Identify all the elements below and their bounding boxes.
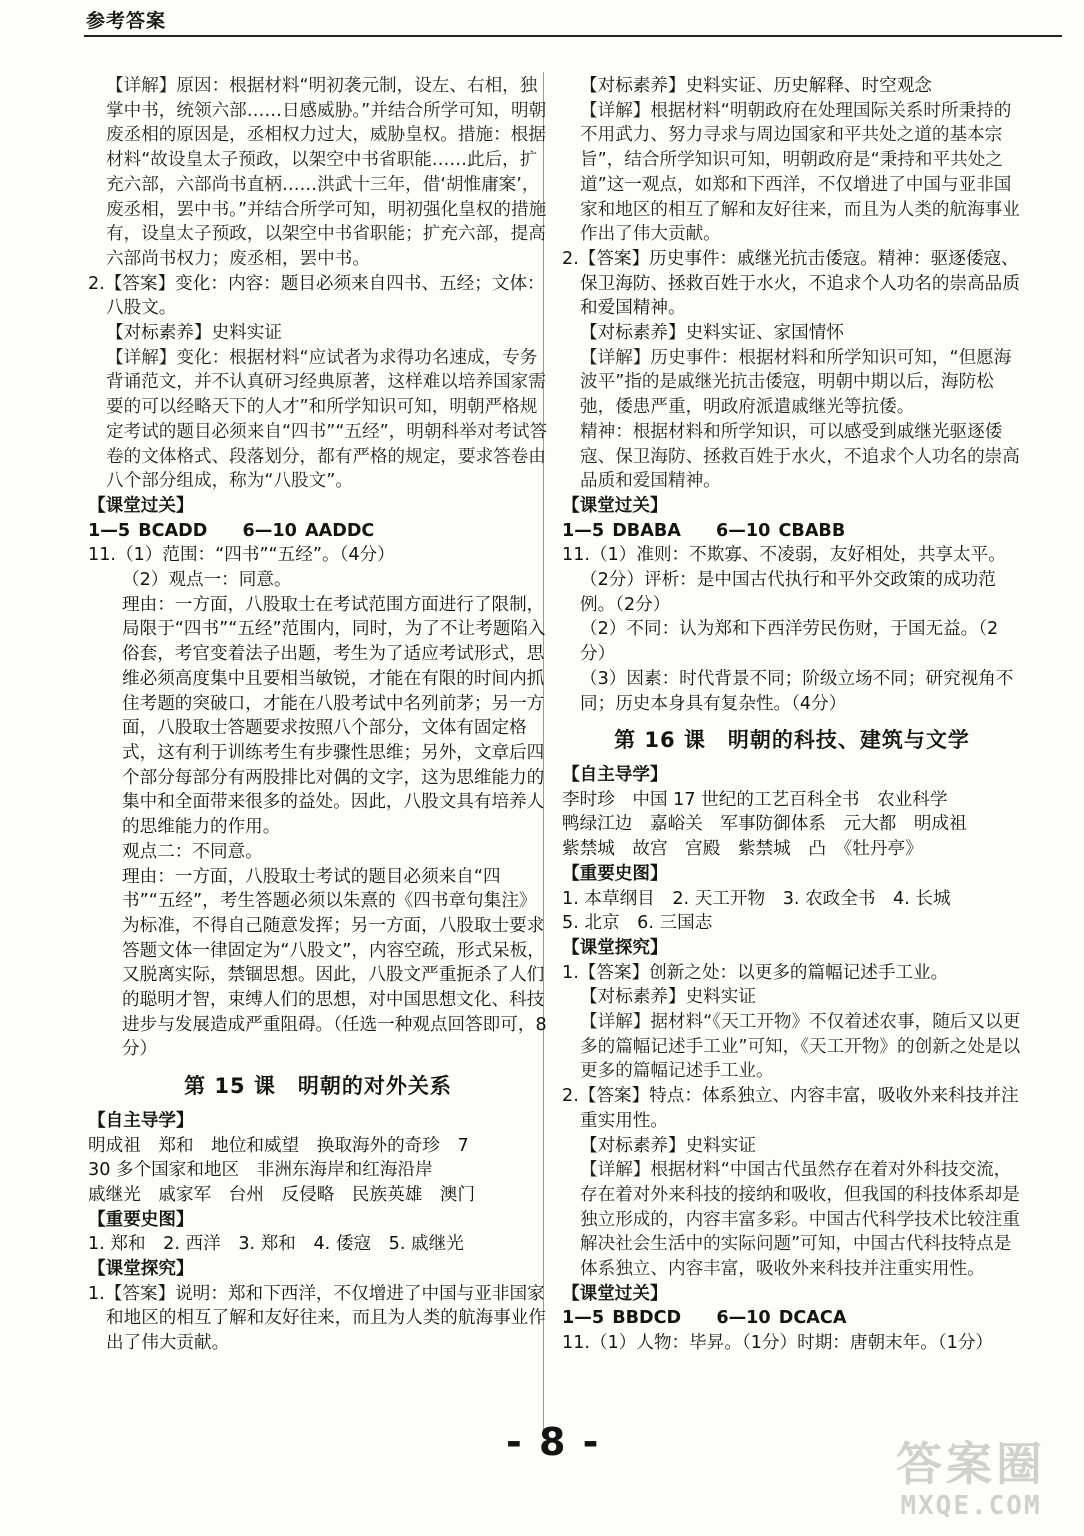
r-q1-suyang: 【对标素养】史料实证、历史解释、时空观念	[580, 76, 932, 96]
tanjiu-heading: 【课堂探究】	[88, 1259, 194, 1280]
q2-answer: 2.【答案】变化：内容：题目必须来自四书、五经；文体：八股文。	[88, 273, 545, 319]
r-ketang-answers: 1—5 DBABA 6—10 CBABB	[562, 520, 846, 541]
r-q11-part3: （3）因素：时代背景不同；阶级立场不同；研究视角不同；历史本身具有复杂性。（4分）	[580, 668, 1014, 714]
r-t1-suyang: 【对标素养】史料实证	[580, 987, 756, 1008]
q11-reason1: 理由：一方面，八股取士在考试范围方面进行了限制，局限于“四书”“五经”范围内，同时，为了不让考题陷入俗套，考官变着法子出题，考生为了适应考试形式，思维必须高度集中且要相当敏锐，才能在有限的时间内抓住考题的突破口，才能在八股考试中名列前茅；另一方面，八股取士答题要求按照八个部分，文体有固定格式，这有利于训练考生有步骤性思维；另外，文章后四个部分每部分有两股排比对偶的文字，这为思维能力的集中和全面带来很多的益处。因此，八股文具有培养人的思维能力的作用。	[122, 594, 546, 838]
r-q11-last: 11.（1）人物：毕昇。（1分）时期：唐朝末年。（1分）	[562, 1333, 994, 1354]
r-t2-detail: 【详解】根据材料“中国古代虽然存在着对外科技交流，存在着对外来科技的接纳和吸收，但我国的科技体系却是独立形成的，内容丰富多彩。中国古代科学技术比较注重解决社会生活中的实际问题”可知，中国古代科技特点是体系独立、内容丰富，吸收外来科技并注重实用性。	[580, 1160, 1020, 1280]
lesson-16-title: 第 16 课 明朝的科技、建筑与文学	[614, 728, 970, 753]
zhongyao-line: 1. 郑和 2. 西洋 3. 郑和 4. 倭寇 5. 戚继光	[88, 1234, 464, 1255]
r-zizhu-line: 紫禁城 故宫 宫殿 紫禁城 凸 《牡丹亭》	[562, 839, 923, 860]
r-t1-detail: 【详解】据材料“《天工开物》不仅着述农事，随后又以更多的篇幅记述手工业”可知，《天工开物》的创新之处是以更多的篇幅记述手工业。	[580, 1012, 1021, 1082]
left-column	[88, 74, 548, 1356]
watermark-text: 答案圈	[896, 1437, 1046, 1491]
r-q2-detail1: 【详解】历史事件：根据材料和所学知识可知，“但愿海波平”指的是戚继光抗击倭寇，明朝中期以后，海防松弛，倭患严重，明政府派遣戚继光等抗倭。	[580, 347, 1012, 418]
zhongyao-heading: 【重要史图】	[88, 1209, 194, 1230]
r-zhongyao-line: 1. 本草纲目 2. 天工开物 3. 农政全书 4. 长城	[562, 888, 951, 909]
zizhu-heading: 【自主导学】	[88, 1110, 194, 1131]
r-t1-answer: 1.【答案】创新之处：以更多的篇幅记述手工业。	[562, 962, 949, 983]
r-q1-detail: 【详解】根据材料“明朝政府在处理国际关系时所秉持的不用武力、努力寻求与周边国家和平共处之道的基本宗旨”，结合所学知识可知，明朝政府是“秉持和平共处之道”这一观点，如郑和下西洋，不仅增进了中国与亚非国家和地区的相互了解和友好往来，而且为人类的航海事业作出了伟大贡献。	[580, 100, 1020, 245]
q11-part2: （2）观点一：同意。	[122, 570, 292, 591]
r-zizhu-line: 李时珍 中国 17 世纪的工艺百科全书 农业科学	[562, 789, 948, 810]
r-ketang2-answers: 1—5 BBDCD 6—10 DCACA	[562, 1308, 847, 1329]
zizhu-line: 明成祖 郑和 地位和威望 换取海外的奇珍 7	[88, 1135, 469, 1156]
tanjiu-q1-answer: 1.【答案】说明：郑和下西洋，不仅增进了中国与亚非国家和地区的相互了解和友好往来，而且为人类的航海事业作出了伟大贡献。	[88, 1283, 546, 1354]
r-ketang2-heading: 【课堂过关】	[562, 1283, 668, 1304]
page-header: 参考答案	[86, 10, 167, 32]
q1-detail: 【详解】原因：根据材料“明初袭元制，设左、右相，独掌中书，统领六部……日感威胁。”并结合所学可知，明朝废丞相的原因是，丞相权力过大，威胁皇权。措施：根据材料“故设皇太子预政，以架空中书省职能……此后，扩充六部，六部尚书直柄……洪武十三年，借‘胡惟庸案’，废丞相，罢中书。”并结合所学可知，明初强化皇权的措施有，设皇太子预政，以架空中书省职能；扩充六部，提高六部尚书权力；废丞相，罢中书。	[106, 76, 547, 269]
lesson-15-title: 第 15 课 明朝的对外关系	[184, 1074, 452, 1099]
r-q2-detail2: 精神：根据材料和所学知识，可以感受到戚继光驱逐倭寇、保卫海防、拯救百姓于水火，不追求个人功名的崇高品质和爱国精神。	[580, 421, 1020, 492]
right-column	[562, 74, 1022, 1356]
r-q11-part2: （2）不同：认为郑和下西洋劳民伤财，于国无益。（2分）	[580, 619, 999, 665]
header-rule	[84, 35, 1062, 37]
q2-detail: 【详解】变化：根据材料“应试者为求得功名速成，专务背诵范文，并不认真研习经典原著，这样难以培养国家需要的可以经略天下的人才”和所学知识可知，明朝严格规定考试的题目必须来自“四书”“五经”，明朝科举对考试答卷的文体格式、段落划分，都有严格的规定，要求答卷由八个部分组成，称为“八股文”。	[106, 347, 548, 492]
ketang-answers: 1—5 BCADD 6—10 AADDC	[88, 520, 375, 541]
r-zizhu-heading: 【自主导学】	[562, 764, 668, 785]
ketang-heading: 【课堂过关】	[88, 495, 194, 516]
r-t2-suyang: 【对标素养】史料实证	[580, 1135, 756, 1156]
zizhu-line: 30 多个国家和地区 非洲东海岸和红海沿岸	[88, 1160, 433, 1181]
q11-view2: 观点二：不同意。	[122, 841, 263, 862]
r-q2-suyang: 【对标素养】史料实证、家国情怀	[580, 323, 844, 344]
r-zhongyao-line: 5. 北京 6. 三国志	[562, 913, 713, 934]
q2-suyang: 【对标素养】史料实证	[106, 323, 282, 344]
r-tanjiu-heading: 【课堂探究】	[562, 937, 668, 958]
q11-part1: 11.（1）范围：“四书”“五经”。（4分）	[88, 545, 395, 566]
q11-reason2: 理由：一方面，八股取士考试的题目必须来自“四书”“五经”，考生答题必须以朱熹的《四书章句集注》为标准，不得自己随意发挥；另一方面，八股取士要求答题文体一律固定为“八股文”，内容空疏，形式呆板，又脱离实际，禁锢思想。因此，八股文严重扼杀了人们的聪明才智，束缚人们的思想，对中国思想文化、科技进步与发展造成严重阻碍。（任选一种观点回答即可，8分）	[122, 866, 547, 1060]
zizhu-line: 戚继光 戚家军 台州 反侵略 民族英雄 澳门	[88, 1184, 476, 1205]
r-t2-answer: 2.【答案】特点：体系独立、内容丰富，吸收外来科技并注重实用性。	[562, 1086, 1019, 1131]
r-zizhu-line: 鸭绿江边 嘉峪关 军事防御体系 元大都 明成祖	[562, 814, 967, 835]
r-q2-answer: 2.【答案】历史事件：戚继光抗击倭寇。精神：驱逐倭寇、保卫海防、拯救百姓于水火，不追求个人功名的崇高品质和爱国精神。	[562, 248, 1020, 319]
page-number: - 8 -	[506, 1420, 601, 1464]
r-q11-part1: 11.（1）准则：不欺寡、不凌弱，友好相处，共享太平。（2分）评析：是中国古代执行和平外交政策的成功范例。（2分）	[562, 545, 1006, 615]
watermark-url: MXQE.COM	[900, 1491, 1042, 1521]
r-ketang-heading: 【课堂过关】	[562, 495, 668, 516]
r-zhongyao-heading: 【重要史图】	[562, 863, 668, 884]
watermark-logo	[876, 1436, 1066, 1528]
